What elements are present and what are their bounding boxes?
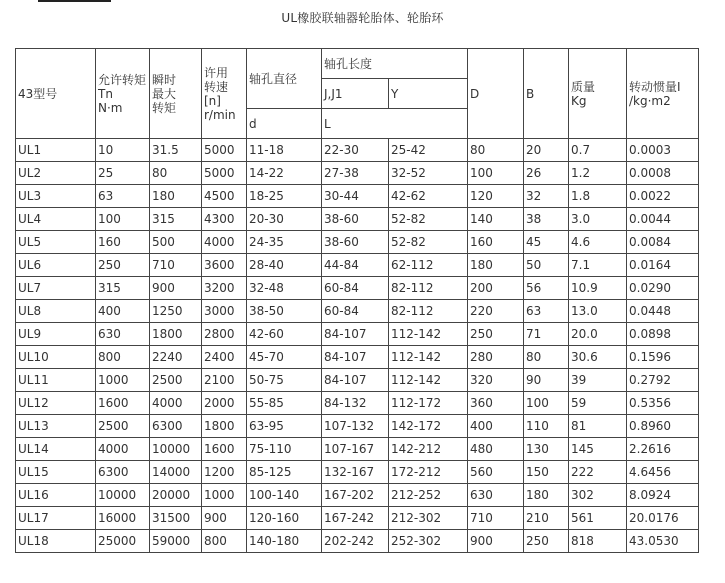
cell-mass: 39 xyxy=(569,369,627,392)
cell-allowed-torque: 160 xyxy=(96,231,150,254)
cell-length-jj1: 202-242 xyxy=(322,530,389,553)
cell-length-jj1: 60-84 xyxy=(322,277,389,300)
cell-length-jj1: 30-44 xyxy=(322,185,389,208)
cell-length-y: 142-212 xyxy=(389,438,468,461)
cell-inertia: 0.0898 xyxy=(627,323,699,346)
table-row xyxy=(16,461,699,484)
cell-allowed-speed: 800 xyxy=(202,530,247,553)
cell-length-y: 212-252 xyxy=(389,484,468,507)
cell-b-value: 32 xyxy=(524,185,569,208)
cell-allowed-torque: 25000 xyxy=(96,530,150,553)
cell-allowed-speed: 2000 xyxy=(202,392,247,415)
cell-length-y: 52-82 xyxy=(389,231,468,254)
cell-d-value: 100 xyxy=(468,162,524,185)
cell-allowed-torque: 2500 xyxy=(96,415,150,438)
cell-allowed-torque: 63 xyxy=(96,185,150,208)
cell-inertia: 0.2792 xyxy=(627,369,699,392)
cell-length-jj1: 44-84 xyxy=(322,254,389,277)
table-row xyxy=(16,254,699,277)
cell-peak-torque: 500 xyxy=(150,231,202,254)
top-rule xyxy=(38,0,111,2)
cell-bore-diameter: 11-18 xyxy=(247,139,322,162)
cell-model: UL8 xyxy=(16,300,96,323)
cell-length-jj1: 84-107 xyxy=(322,323,389,346)
header-mass: 质量 Kg xyxy=(569,49,627,139)
cell-model: UL2 xyxy=(16,162,96,185)
table-row xyxy=(16,139,699,162)
cell-b-value: 26 xyxy=(524,162,569,185)
cell-length-y: 62-112 xyxy=(389,254,468,277)
cell-length-y: 82-112 xyxy=(389,300,468,323)
cell-d-value: 900 xyxy=(468,530,524,553)
cell-d-value: 80 xyxy=(468,139,524,162)
cell-mass: 13.0 xyxy=(569,300,627,323)
table-row xyxy=(16,415,699,438)
cell-b-value: 100 xyxy=(524,392,569,415)
cell-length-y: 172-212 xyxy=(389,461,468,484)
cell-b-value: 20 xyxy=(524,139,569,162)
header-length-symbol: L xyxy=(322,109,468,139)
header-row xyxy=(16,49,699,79)
page-title: UL橡胶联轴器轮胎体、轮胎环 xyxy=(281,11,444,25)
cell-length-y: 82-112 xyxy=(389,277,468,300)
cell-bore-diameter: 20-30 xyxy=(247,208,322,231)
cell-allowed-torque: 1000 xyxy=(96,369,150,392)
cell-length-y: 42-62 xyxy=(389,185,468,208)
cell-length-y: 32-52 xyxy=(389,162,468,185)
cell-peak-torque: 14000 xyxy=(150,461,202,484)
cell-bore-diameter: 50-75 xyxy=(247,369,322,392)
cell-bore-diameter: 85-125 xyxy=(247,461,322,484)
cell-length-jj1: 167-202 xyxy=(322,484,389,507)
cell-d-value: 320 xyxy=(468,369,524,392)
cell-inertia: 0.0084 xyxy=(627,231,699,254)
table-row xyxy=(16,530,699,553)
cell-bore-diameter: 140-180 xyxy=(247,530,322,553)
cell-length-jj1: 167-242 xyxy=(322,507,389,530)
cell-peak-torque: 2500 xyxy=(150,369,202,392)
cell-length-y: 112-172 xyxy=(389,392,468,415)
cell-bore-diameter: 32-48 xyxy=(247,277,322,300)
header-bore-symbol: d xyxy=(247,109,322,139)
cell-mass: 1.8 xyxy=(569,185,627,208)
table-row xyxy=(16,346,699,369)
cell-mass: 30.6 xyxy=(569,346,627,369)
cell-inertia: 43.0530 xyxy=(627,530,699,553)
cell-b-value: 180 xyxy=(524,484,569,507)
cell-allowed-speed: 900 xyxy=(202,507,247,530)
table-row xyxy=(16,162,699,185)
cell-mass: 20.0 xyxy=(569,323,627,346)
cell-model: UL17 xyxy=(16,507,96,530)
cell-d-value: 160 xyxy=(468,231,524,254)
cell-inertia: 0.0022 xyxy=(627,185,699,208)
cell-allowed-speed: 2100 xyxy=(202,369,247,392)
table-row xyxy=(16,369,699,392)
cell-d-value: 140 xyxy=(468,208,524,231)
cell-allowed-speed: 1200 xyxy=(202,461,247,484)
header-allowed-speed: 许用 转速 [n] r/min xyxy=(202,49,247,139)
cell-model: UL6 xyxy=(16,254,96,277)
cell-inertia: 0.8960 xyxy=(627,415,699,438)
cell-allowed-torque: 6300 xyxy=(96,461,150,484)
cell-allowed-torque: 800 xyxy=(96,346,150,369)
cell-bore-diameter: 24-35 xyxy=(247,231,322,254)
header-D: D xyxy=(468,49,524,139)
cell-allowed-speed: 4000 xyxy=(202,231,247,254)
cell-peak-torque: 4000 xyxy=(150,392,202,415)
cell-inertia: 0.0290 xyxy=(627,277,699,300)
cell-length-jj1: 107-132 xyxy=(322,415,389,438)
cell-bore-diameter: 100-140 xyxy=(247,484,322,507)
table-row xyxy=(16,323,699,346)
cell-allowed-speed: 1800 xyxy=(202,415,247,438)
cell-inertia: 8.0924 xyxy=(627,484,699,507)
cell-length-y: 112-142 xyxy=(389,369,468,392)
cell-b-value: 71 xyxy=(524,323,569,346)
cell-length-jj1: 22-30 xyxy=(322,139,389,162)
cell-d-value: 630 xyxy=(468,484,524,507)
cell-model: UL3 xyxy=(16,185,96,208)
cell-bore-diameter: 63-95 xyxy=(247,415,322,438)
cell-allowed-speed: 2400 xyxy=(202,346,247,369)
cell-allowed-torque: 400 xyxy=(96,300,150,323)
header-jj1: J,J1 xyxy=(322,79,389,109)
cell-allowed-torque: 250 xyxy=(96,254,150,277)
cell-model: UL18 xyxy=(16,530,96,553)
cell-b-value: 210 xyxy=(524,507,569,530)
cell-bore-diameter: 38-50 xyxy=(247,300,322,323)
header-peak-torque: 瞬时 最大 转矩 xyxy=(150,49,202,139)
cell-mass: 0.7 xyxy=(569,139,627,162)
header-bore-diameter: 轴孔直径 xyxy=(247,49,322,109)
cell-allowed-torque: 10000 xyxy=(96,484,150,507)
cell-mass: 10.9 xyxy=(569,277,627,300)
table-row xyxy=(16,277,699,300)
cell-peak-torque: 31500 xyxy=(150,507,202,530)
cell-inertia: 0.0164 xyxy=(627,254,699,277)
cell-peak-torque: 900 xyxy=(150,277,202,300)
cell-allowed-speed: 3000 xyxy=(202,300,247,323)
cell-inertia: 0.0448 xyxy=(627,300,699,323)
cell-inertia: 0.0008 xyxy=(627,162,699,185)
cell-b-value: 80 xyxy=(524,346,569,369)
cell-bore-diameter: 14-22 xyxy=(247,162,322,185)
cell-allowed-speed: 4500 xyxy=(202,185,247,208)
cell-peak-torque: 710 xyxy=(150,254,202,277)
cell-model: UL10 xyxy=(16,346,96,369)
cell-allowed-speed: 5000 xyxy=(202,162,247,185)
cell-bore-diameter: 75-110 xyxy=(247,438,322,461)
cell-d-value: 280 xyxy=(468,346,524,369)
cell-peak-torque: 20000 xyxy=(150,484,202,507)
cell-b-value: 45 xyxy=(524,231,569,254)
cell-inertia: 20.0176 xyxy=(627,507,699,530)
header-y: Y xyxy=(389,79,468,109)
cell-peak-torque: 1250 xyxy=(150,300,202,323)
cell-mass: 302 xyxy=(569,484,627,507)
spec-table xyxy=(15,48,699,553)
cell-model: UL11 xyxy=(16,369,96,392)
cell-b-value: 150 xyxy=(524,461,569,484)
cell-model: UL1 xyxy=(16,139,96,162)
cell-allowed-speed: 5000 xyxy=(202,139,247,162)
cell-mass: 1.2 xyxy=(569,162,627,185)
cell-mass: 145 xyxy=(569,438,627,461)
table-row xyxy=(16,208,699,231)
cell-b-value: 56 xyxy=(524,277,569,300)
cell-allowed-torque: 100 xyxy=(96,208,150,231)
cell-mass: 561 xyxy=(569,507,627,530)
cell-mass: 59 xyxy=(569,392,627,415)
cell-allowed-speed: 3200 xyxy=(202,277,247,300)
cell-model: UL5 xyxy=(16,231,96,254)
cell-peak-torque: 180 xyxy=(150,185,202,208)
cell-length-y: 212-302 xyxy=(389,507,468,530)
cell-inertia: 0.0003 xyxy=(627,139,699,162)
cell-length-jj1: 84-132 xyxy=(322,392,389,415)
cell-model: UL9 xyxy=(16,323,96,346)
table-row xyxy=(16,438,699,461)
header-allowed-torque: 允许转矩 Tn N·m xyxy=(96,49,150,139)
cell-inertia: 0.5356 xyxy=(627,392,699,415)
cell-d-value: 400 xyxy=(468,415,524,438)
cell-peak-torque: 315 xyxy=(150,208,202,231)
cell-d-value: 250 xyxy=(468,323,524,346)
cell-peak-torque: 59000 xyxy=(150,530,202,553)
cell-d-value: 710 xyxy=(468,507,524,530)
cell-model: UL4 xyxy=(16,208,96,231)
cell-bore-diameter: 55-85 xyxy=(247,392,322,415)
cell-peak-torque: 1800 xyxy=(150,323,202,346)
cell-length-y: 112-142 xyxy=(389,323,468,346)
table-row xyxy=(16,507,699,530)
cell-model: UL13 xyxy=(16,415,96,438)
cell-mass: 81 xyxy=(569,415,627,438)
cell-length-y: 112-142 xyxy=(389,346,468,369)
cell-b-value: 130 xyxy=(524,438,569,461)
cell-allowed-torque: 4000 xyxy=(96,438,150,461)
cell-allowed-torque: 10 xyxy=(96,139,150,162)
cell-allowed-speed: 3600 xyxy=(202,254,247,277)
cell-d-value: 560 xyxy=(468,461,524,484)
cell-d-value: 200 xyxy=(468,277,524,300)
header-inertia: 转动惯量I /kg·m2 xyxy=(627,49,699,139)
cell-length-jj1: 132-167 xyxy=(322,461,389,484)
cell-d-value: 360 xyxy=(468,392,524,415)
cell-bore-diameter: 45-70 xyxy=(247,346,322,369)
cell-length-jj1: 38-60 xyxy=(322,231,389,254)
cell-allowed-speed: 2800 xyxy=(202,323,247,346)
cell-length-jj1: 60-84 xyxy=(322,300,389,323)
cell-allowed-torque: 630 xyxy=(96,323,150,346)
cell-inertia: 4.6456 xyxy=(627,461,699,484)
cell-model: UL15 xyxy=(16,461,96,484)
cell-bore-diameter: 120-160 xyxy=(247,507,322,530)
cell-length-jj1: 107-167 xyxy=(322,438,389,461)
cell-b-value: 63 xyxy=(524,300,569,323)
cell-inertia: 2.2616 xyxy=(627,438,699,461)
table-row xyxy=(16,392,699,415)
table-row xyxy=(16,484,699,507)
cell-peak-torque: 2240 xyxy=(150,346,202,369)
cell-b-value: 38 xyxy=(524,208,569,231)
cell-bore-diameter: 42-60 xyxy=(247,323,322,346)
cell-allowed-torque: 1600 xyxy=(96,392,150,415)
cell-length-jj1: 27-38 xyxy=(322,162,389,185)
cell-mass: 818 xyxy=(569,530,627,553)
cell-length-jj1: 84-107 xyxy=(322,369,389,392)
cell-allowed-torque: 315 xyxy=(96,277,150,300)
cell-b-value: 50 xyxy=(524,254,569,277)
header-bore-length: 轴孔长度 xyxy=(322,49,468,79)
cell-length-y: 25-42 xyxy=(389,139,468,162)
header-B: B xyxy=(524,49,569,139)
cell-length-y: 142-172 xyxy=(389,415,468,438)
cell-d-value: 180 xyxy=(468,254,524,277)
cell-allowed-speed: 1000 xyxy=(202,484,247,507)
cell-b-value: 250 xyxy=(524,530,569,553)
cell-mass: 3.0 xyxy=(569,208,627,231)
cell-b-value: 90 xyxy=(524,369,569,392)
table-row xyxy=(16,185,699,208)
cell-model: UL7 xyxy=(16,277,96,300)
cell-peak-torque: 10000 xyxy=(150,438,202,461)
cell-d-value: 120 xyxy=(468,185,524,208)
cell-allowed-torque: 25 xyxy=(96,162,150,185)
cell-mass: 222 xyxy=(569,461,627,484)
table-row xyxy=(16,300,699,323)
cell-allowed-speed: 1600 xyxy=(202,438,247,461)
cell-model: UL12 xyxy=(16,392,96,415)
header-model: 43型号 xyxy=(16,49,96,139)
cell-allowed-speed: 4300 xyxy=(202,208,247,231)
cell-length-jj1: 38-60 xyxy=(322,208,389,231)
cell-inertia: 0.1596 xyxy=(627,346,699,369)
cell-bore-diameter: 18-25 xyxy=(247,185,322,208)
cell-allowed-torque: 16000 xyxy=(96,507,150,530)
cell-length-y: 252-302 xyxy=(389,530,468,553)
cell-b-value: 110 xyxy=(524,415,569,438)
cell-bore-diameter: 28-40 xyxy=(247,254,322,277)
cell-mass: 7.1 xyxy=(569,254,627,277)
cell-peak-torque: 6300 xyxy=(150,415,202,438)
table-row xyxy=(16,231,699,254)
cell-mass: 4.6 xyxy=(569,231,627,254)
cell-d-value: 220 xyxy=(468,300,524,323)
cell-inertia: 0.0044 xyxy=(627,208,699,231)
cell-length-y: 52-82 xyxy=(389,208,468,231)
cell-model: UL14 xyxy=(16,438,96,461)
cell-d-value: 480 xyxy=(468,438,524,461)
cell-model: UL16 xyxy=(16,484,96,507)
cell-peak-torque: 80 xyxy=(150,162,202,185)
cell-length-jj1: 84-107 xyxy=(322,346,389,369)
cell-peak-torque: 31.5 xyxy=(150,139,202,162)
